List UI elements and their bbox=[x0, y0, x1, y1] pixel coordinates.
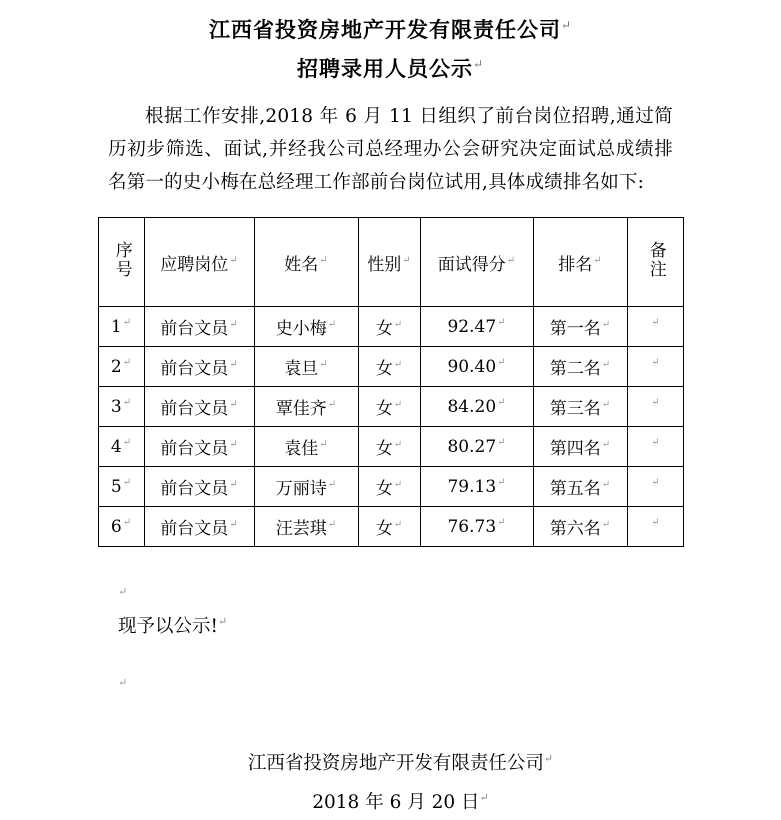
paragraph-mark-icon: ↵ bbox=[601, 359, 611, 371]
header-post-label: 应聘岗位 bbox=[160, 254, 229, 275]
paragraph-mark-icon: ↵ bbox=[601, 479, 611, 491]
cell-sex bbox=[358, 427, 420, 467]
table-row bbox=[98, 427, 683, 467]
cell-post-text: 前台文员 bbox=[160, 359, 229, 379]
cell-rank bbox=[533, 307, 627, 347]
cell-note bbox=[627, 427, 683, 467]
cell-name-text: 袁旦 bbox=[284, 359, 319, 379]
paragraph-mark-icon: ↵ bbox=[497, 476, 506, 488]
cell-seq-text: 3 bbox=[110, 396, 122, 417]
paragraph-mark-icon: ↵ bbox=[122, 436, 132, 448]
cell-rank bbox=[533, 507, 627, 547]
cell-name bbox=[254, 307, 358, 347]
cell-name-text: 袁佳 bbox=[284, 439, 319, 459]
cell-name-text: 覃佳齐 bbox=[275, 399, 327, 419]
cell-score bbox=[420, 347, 533, 387]
paragraph-mark-icon: ↵ bbox=[229, 359, 238, 371]
header-cell-note bbox=[627, 218, 683, 307]
paragraph-mark-icon: ↵ bbox=[497, 436, 506, 448]
paragraph-mark-icon: ↵ bbox=[393, 439, 403, 451]
paragraph-mark-icon: ↵ bbox=[122, 476, 132, 488]
paragraph-mark-icon: ↵ bbox=[229, 254, 238, 266]
cell-sex-text: 女 bbox=[375, 479, 393, 499]
paragraph-mark-icon: ↵ bbox=[651, 396, 660, 408]
cell-rank-text: 第三名 bbox=[549, 399, 601, 419]
cell-score-text: 92.47 bbox=[447, 316, 497, 337]
cell-rank-text: 第四名 bbox=[549, 439, 601, 459]
title-line-1-text: 江西省投资房地产开发有限责任公司 bbox=[208, 17, 561, 42]
paragraph-mark-icon: ↵ bbox=[651, 436, 660, 448]
paragraph-mark-icon: ↵ bbox=[319, 254, 328, 266]
header-note-label: 备注 bbox=[645, 240, 666, 279]
cell-score bbox=[420, 387, 533, 427]
cell-name bbox=[254, 427, 358, 467]
cell-rank bbox=[533, 347, 627, 387]
cell-sex-text: 女 bbox=[375, 439, 393, 459]
paragraph-mark-icon: ↵ bbox=[497, 516, 506, 528]
cell-sex bbox=[358, 507, 420, 547]
blank-line-mark bbox=[118, 668, 781, 698]
cell-seq-text: 5 bbox=[110, 476, 122, 497]
title-line-2-text: 招聘录用人员公示 bbox=[296, 56, 473, 81]
cell-note bbox=[627, 387, 683, 427]
cell-seq bbox=[98, 427, 144, 467]
paragraph-mark-icon: ↵ bbox=[479, 791, 489, 805]
cell-sex-text: 女 bbox=[375, 399, 393, 419]
paragraph-mark-icon: ↵ bbox=[122, 316, 132, 328]
cell-name bbox=[254, 467, 358, 507]
header-cell-score bbox=[420, 218, 533, 307]
cell-score bbox=[420, 467, 533, 507]
header-cell-seq bbox=[98, 218, 144, 307]
paragraph-mark-icon: ↵ bbox=[651, 356, 660, 368]
cell-sex-text: 女 bbox=[375, 519, 393, 539]
signature-date-line bbox=[0, 781, 781, 820]
body-paragraph: 根据工作安排,2018 年 6 月 11 日组织了前台岗位招聘,通过简历初步筛选、面试,并经我公司总经理办公会研究决定面试总成绩排名第一的史小梅在总经理工作部前台岗位试用,具体成绩排名如下: bbox=[108, 106, 673, 193]
paragraph-mark-icon: ↵ bbox=[560, 18, 573, 32]
cell-post bbox=[144, 507, 254, 547]
signature-block bbox=[0, 742, 781, 820]
paragraph-mark-icon: ↵ bbox=[601, 399, 611, 411]
cell-score bbox=[420, 507, 533, 547]
paragraph-mark-icon: ↵ bbox=[543, 752, 554, 766]
cell-name-text: 汪芸琪 bbox=[275, 519, 327, 539]
table-row bbox=[98, 507, 683, 547]
table-row bbox=[98, 467, 683, 507]
cell-name-text: 万丽诗 bbox=[275, 479, 327, 499]
cell-note bbox=[627, 347, 683, 387]
cell-rank bbox=[533, 467, 627, 507]
table-row bbox=[98, 307, 683, 347]
paragraph-mark-icon: ↵ bbox=[229, 479, 238, 491]
cell-name-text: 史小梅 bbox=[275, 319, 327, 339]
cell-score-text: 79.13 bbox=[447, 476, 497, 497]
cell-sex bbox=[358, 347, 420, 387]
document-page bbox=[0, 8, 781, 814]
header-cell-sex bbox=[358, 218, 420, 307]
header-cell-rank bbox=[533, 218, 627, 307]
table-row bbox=[98, 347, 683, 387]
cell-seq-text: 2 bbox=[110, 356, 122, 377]
cell-post bbox=[144, 427, 254, 467]
cell-score-text: 76.73 bbox=[447, 516, 497, 537]
paragraph-mark-icon: ↵ bbox=[506, 254, 516, 266]
header-rank-label: 排名 bbox=[558, 254, 593, 275]
paragraph-mark-icon: ↵ bbox=[497, 316, 506, 328]
cell-rank bbox=[533, 387, 627, 427]
cell-seq-text: 4 bbox=[110, 436, 122, 457]
cell-rank-text: 第二名 bbox=[549, 359, 601, 379]
cell-post-text: 前台文员 bbox=[160, 479, 229, 499]
paragraph-mark-icon: ↵ bbox=[327, 519, 337, 531]
cell-name bbox=[254, 387, 358, 427]
header-cell-post bbox=[144, 218, 254, 307]
paragraph-mark-icon: ↵ bbox=[393, 319, 403, 331]
paragraph-mark-icon: ↵ bbox=[118, 676, 128, 690]
cell-name bbox=[254, 507, 358, 547]
cell-sex-text: 女 bbox=[375, 359, 393, 379]
paragraph-mark-icon: ↵ bbox=[122, 516, 132, 528]
paragraph-mark-icon: ↵ bbox=[651, 516, 660, 528]
paragraph-mark-icon: ↵ bbox=[229, 399, 238, 411]
notice-text: 现予以公示! bbox=[118, 616, 218, 638]
paragraph-mark-icon: ↵ bbox=[651, 316, 660, 328]
cell-note bbox=[627, 467, 683, 507]
cell-seq-text: 1 bbox=[110, 316, 122, 337]
cell-score bbox=[420, 427, 533, 467]
paragraph-mark-icon: ↵ bbox=[327, 319, 337, 331]
cell-seq-text: 6 bbox=[110, 516, 122, 537]
title-line-2 bbox=[0, 47, 781, 86]
paragraph-mark-icon: ↵ bbox=[601, 519, 611, 531]
cell-post bbox=[144, 347, 254, 387]
cell-score bbox=[420, 307, 533, 347]
paragraph-mark-icon: ↵ bbox=[393, 359, 403, 371]
paragraph-mark-icon: ↵ bbox=[472, 57, 485, 71]
paragraph-mark-icon: ↵ bbox=[229, 319, 238, 331]
cell-name bbox=[254, 347, 358, 387]
document-title-block bbox=[0, 8, 781, 86]
cell-note bbox=[627, 307, 683, 347]
paragraph-mark-icon: ↵ bbox=[497, 356, 506, 368]
cell-rank-text: 第一名 bbox=[549, 319, 601, 339]
paragraph-mark-icon: ↵ bbox=[393, 479, 403, 491]
paragraph-mark-icon: ↵ bbox=[122, 396, 132, 408]
paragraph-mark-icon: ↵ bbox=[319, 359, 328, 371]
paragraph-mark-icon: ↵ bbox=[601, 319, 611, 331]
header-name-label: 姓名 bbox=[284, 254, 319, 275]
cell-post bbox=[144, 387, 254, 427]
cell-rank bbox=[533, 427, 627, 467]
paragraph-mark-icon: ↵ bbox=[393, 519, 403, 531]
signature-date-text: 2018 年 6 月 20 日 bbox=[312, 792, 480, 814]
cell-post bbox=[144, 307, 254, 347]
title-line-1 bbox=[0, 8, 781, 47]
paragraph-mark-icon: ↵ bbox=[118, 585, 128, 598]
paragraph-mark-icon: ↵ bbox=[217, 615, 228, 628]
cell-sex bbox=[358, 387, 420, 427]
paragraph-mark-icon: ↵ bbox=[327, 399, 337, 411]
cell-seq bbox=[98, 507, 144, 547]
paragraph-mark-icon: ↵ bbox=[601, 439, 611, 451]
cell-sex bbox=[358, 467, 420, 507]
table-row bbox=[98, 387, 683, 427]
cell-score-text: 80.27 bbox=[447, 436, 497, 457]
paragraph-mark-icon: ↵ bbox=[319, 439, 328, 451]
cell-rank-text: 第五名 bbox=[549, 479, 601, 499]
paragraph-mark-icon: ↵ bbox=[593, 254, 602, 266]
cell-note bbox=[627, 507, 683, 547]
cell-rank-text: 第六名 bbox=[549, 519, 601, 539]
cell-post bbox=[144, 467, 254, 507]
paragraph-mark-icon: ↵ bbox=[651, 476, 660, 488]
post-table-block bbox=[0, 577, 781, 698]
cell-score-text: 90.40 bbox=[447, 356, 497, 377]
cell-sex-text: 女 bbox=[375, 319, 393, 339]
paragraph-mark-icon: ↵ bbox=[402, 254, 411, 266]
cell-seq bbox=[98, 307, 144, 347]
header-sex-label: 性别 bbox=[367, 254, 402, 275]
paragraph-mark-icon: ↵ bbox=[393, 399, 403, 411]
notice-line bbox=[118, 607, 781, 642]
paragraph-mark-icon: ↵ bbox=[122, 356, 132, 368]
cell-seq bbox=[98, 347, 144, 387]
cell-seq bbox=[98, 387, 144, 427]
cell-sex bbox=[358, 307, 420, 347]
paragraph-mark-icon: ↵ bbox=[497, 396, 506, 408]
cell-post-text: 前台文员 bbox=[160, 519, 229, 539]
signature-company-line bbox=[0, 742, 781, 781]
cell-post-text: 前台文员 bbox=[160, 399, 229, 419]
header-score-label: 面试得分 bbox=[437, 254, 506, 275]
table-header-row bbox=[98, 218, 683, 307]
paragraph-mark-icon: ↵ bbox=[229, 519, 238, 531]
results-table bbox=[98, 217, 684, 547]
cell-seq bbox=[98, 467, 144, 507]
paragraph-mark-icon: ↵ bbox=[229, 439, 238, 451]
cell-score-text: 84.20 bbox=[447, 396, 497, 417]
paragraph-mark-icon: ↵ bbox=[327, 479, 337, 491]
cell-post-text: 前台文员 bbox=[160, 439, 229, 459]
blank-line-mark bbox=[118, 577, 781, 607]
body-paragraph-block bbox=[108, 100, 673, 199]
cell-post-text: 前台文员 bbox=[160, 319, 229, 339]
header-cell-name bbox=[254, 218, 358, 307]
header-seq-label: 序号 bbox=[111, 240, 132, 279]
signature-company-text: 江西省投资房地产开发有限责任公司 bbox=[247, 753, 544, 775]
